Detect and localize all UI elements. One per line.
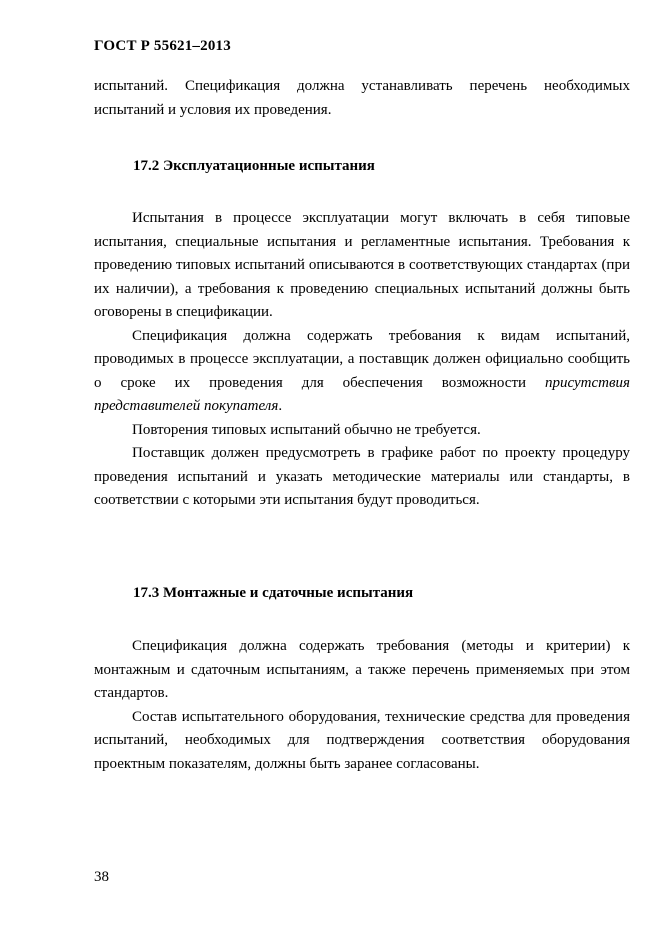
section-17-3-paragraph-2: Состав испытательного оборудования, технические средства для проведения испытаний, необходимых для подтверждения соответствия оборудования проектным показателям, должны быть заранее согласованы.: [94, 708, 630, 772]
section-17-3-paragraph-1: Спецификация должна содержать требования (методы и критерии) к монтажным и сдаточным испытаниям, а также перечень применяемых при этом стандартов.: [94, 638, 630, 701]
section-17-2-body: [94, 207, 630, 513]
page-number: 38: [94, 869, 109, 885]
section-17-3-heading: 17.3 Монтажные и сдаточные испытания: [133, 585, 414, 601]
continuation-text: испытаний. Спецификация должна устанавливать перечень необходимых испытаний и условия их проведения.: [94, 78, 630, 118]
paragraph-2-italic-text: присутствия представителей покупателя: [94, 374, 630, 414]
section-17-2-paragraph-2: [94, 325, 630, 419]
document-header: ГОСТ Р 55621–2013: [94, 38, 231, 54]
section-17-3-body: [94, 635, 630, 776]
section-17-2-heading: 17.2 Эксплуатационные испытания: [133, 158, 375, 174]
section-17-2-paragraph-3: Повторения типовых испытаний обычно не требуется.: [132, 421, 481, 438]
continuation-paragraph: [94, 75, 630, 122]
section-17-2-paragraph-1: Испытания в процессе эксплуатации могут включать в себя типовые испытания, специальные испытания и регламентные испытания. Требования к проведению типовых испытаний описываются в соответствующих стандартах (при их наличии), а требования к проведению специальных испытаний должны быть оговорены в спецификации.: [94, 210, 630, 320]
paragraph-2-text-b: .: [278, 398, 283, 414]
paragraph-2-text-a: Спецификация должна содержать требования к видам испытаний, проводимых в процессе эксплуатации, а поставщик должен официально сообщить о сроке их проведения для обеспечения возможности: [94, 327, 630, 391]
section-17-2-paragraph-4: Поставщик должен предусмотреть в графике работ по проекту процедуру проведения испытаний и указать методические материалы или стандарты, в соответствии с которыми эти испытания будут проводиться.: [94, 445, 630, 508]
